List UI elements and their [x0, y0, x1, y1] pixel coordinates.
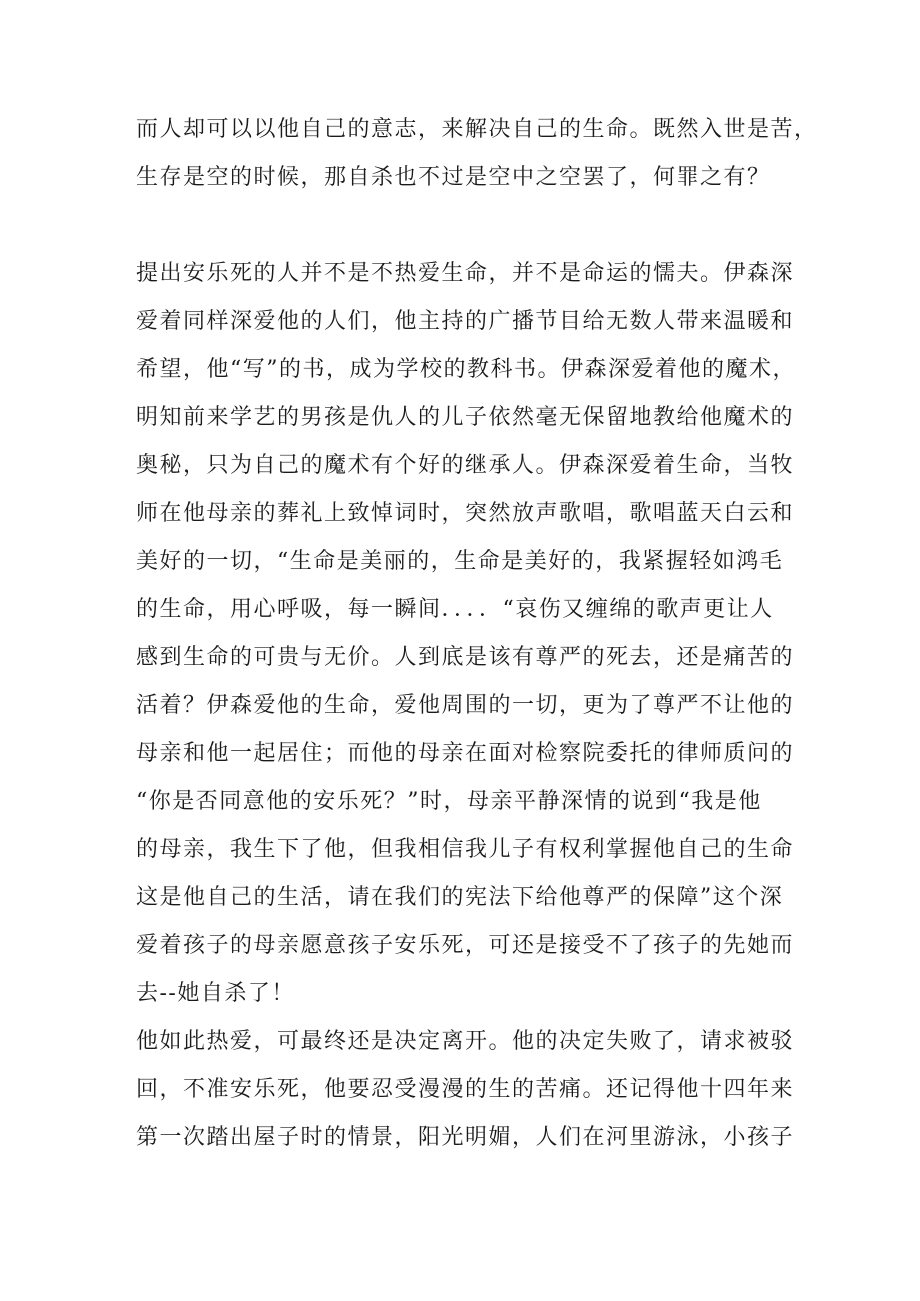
text-line: 回，不准安乐死，他要忍受漫漫的生的苦痛。还记得他十四年来: [136, 1077, 795, 1102]
text-line: 这是他自己的生活，请在我们的宪法下给他尊严的保障”这个深: [136, 885, 784, 910]
text-line: 生存是空的时候，那自杀也不过是空中之空罢了，何罪之有？: [136, 165, 771, 190]
text-line: 美好的一切，“生命是美丽的，生命是美好的，我紧握轻如鸿毛: [136, 549, 784, 574]
text-line: 明知前来学艺的男孩是仇人的儿子依然毫无保留地教给他魔术的: [136, 405, 795, 430]
text-line: 去--她自杀了！: [136, 981, 295, 1006]
text-line: 而人却可以以他自己的意志，来解决自己的生命。既然入世是苦，: [136, 117, 818, 142]
text-line: 希望，他“写”的书，成为学校的教科书。伊森深爱着他的魔术，: [136, 357, 796, 382]
text-line: 活着？伊森爱他的生命，爱他周围的一切，更为了尊严不让他的: [136, 693, 795, 718]
text-line: 爱着孩子的母亲愿意孩子安乐死，可还是接受不了孩子的先她而: [136, 933, 795, 958]
text-line: 他如此热爱，可最终还是决定离开。他的决定失败了，请求被驳: [136, 1029, 795, 1054]
text-line: 爱着同样深爱他的人们，他主持的广播节目给无数人带来温暖和: [136, 309, 795, 334]
text-line: 奥秘，只为自己的魔术有个好的继承人。伊森深爱着生命，当牧: [136, 453, 795, 478]
text-line: 师在他母亲的葬礼上致悼词时，突然放声歌唱，歌唱蓝天白云和: [136, 501, 795, 526]
text-line: 母亲和他一起居住；而他的母亲在面对检察院委托的律师质问的: [136, 741, 795, 766]
text-line: 第一次踏出屋子时的情景，阳光明媚，人们在河里游泳，小孩子: [136, 1125, 795, 1150]
text-line: 的母亲，我生下了他，但我相信我儿子有权利掌握他自己的生命: [136, 837, 795, 862]
text-line: 的生命，用心呼吸，每一瞬间．．．．“哀伤又缠绵的歌声更让人: [136, 597, 774, 622]
text-line: 提出安乐死的人并不是不热爱生命，并不是命运的懦夫。伊森深: [136, 261, 795, 286]
text-line: 感到生命的可贵与无价。人到底是该有尊严的死去，还是痛苦的: [136, 645, 795, 670]
text-line: “你是否同意他的安乐死？”时，母亲平静深情的说到“我是他: [136, 789, 762, 814]
